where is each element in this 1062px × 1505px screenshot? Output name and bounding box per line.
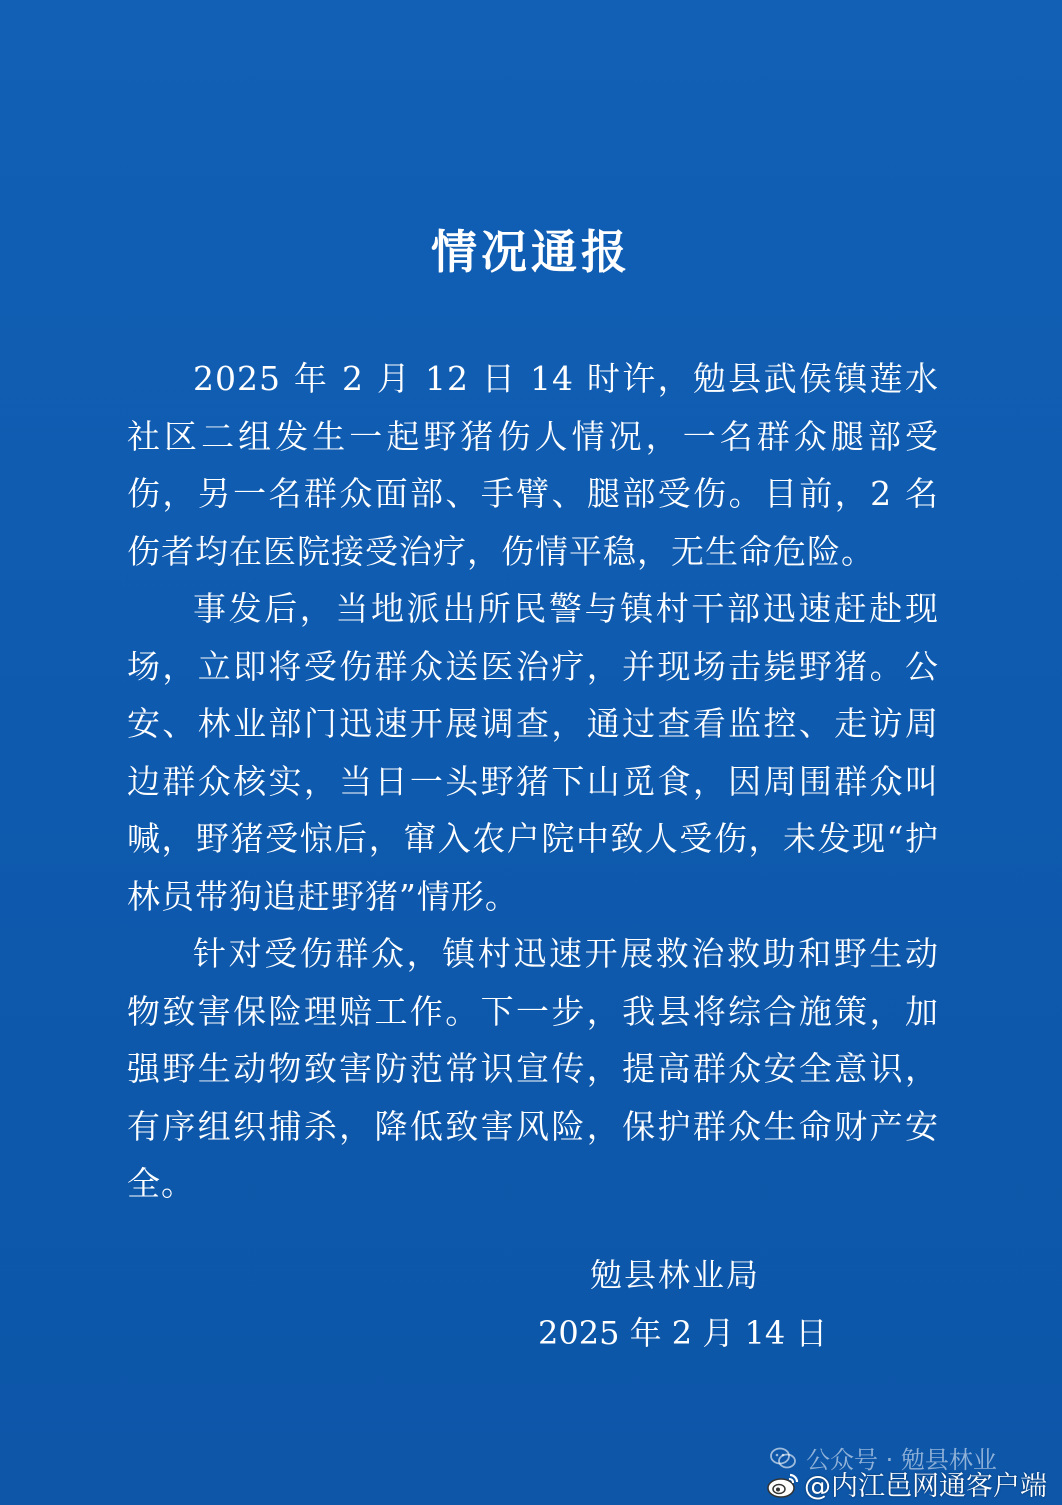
notice-title: 情况通报 <box>431 225 631 279</box>
weibo-watermark-text: @内江邑网通客户端 <box>804 1471 1047 1502</box>
signature-date-text: 2025 年 2 月 14 日 <box>538 1314 828 1352</box>
paragraph-incident: 2025 年 2 月 12 日 14 时许，勉县武侯镇莲水社区二组发生一起野猪伤人情况，一名群众腿部受伤，另一名群众面部、手臂、腿部受伤。目前，2 名伤者均在医院接受治疗，伤情平稳，无生命危险。 <box>127 359 939 571</box>
paragraph-next-steps: 针对受伤群众，镇村迅速开展救治救助和野生动物致害保险理赔工作。下一步，我县将综合施策，加强野生动物致害防范常识宣传，提高群众安全意识，有序组织捕杀，降低致害风险，保护群众生命财产安全。 <box>127 934 939 1203</box>
notice-body <box>127 350 939 1213</box>
weibo-icon <box>766 1469 800 1499</box>
wechat-watermark-text: 公众号 · 勉县林业 <box>806 1446 997 1474</box>
signature-org-text: 勉县林业局 <box>590 1256 761 1294</box>
weibo-watermark <box>766 1464 1047 1503</box>
paragraph-response: 事发后，当地派出所民警与镇村干部迅速赶赴现场，立即将受伤群众送医治疗，并现场击毙野猪。公安、林业部门迅速开展调查，通过查看监控、走访周边群众核实，当日一头野猪下山觅食，因周围群众叫喊，野猪受惊后，窜入农户院中致人受伤，未发现“护林员带狗追赶野猪”情形。 <box>127 589 939 916</box>
